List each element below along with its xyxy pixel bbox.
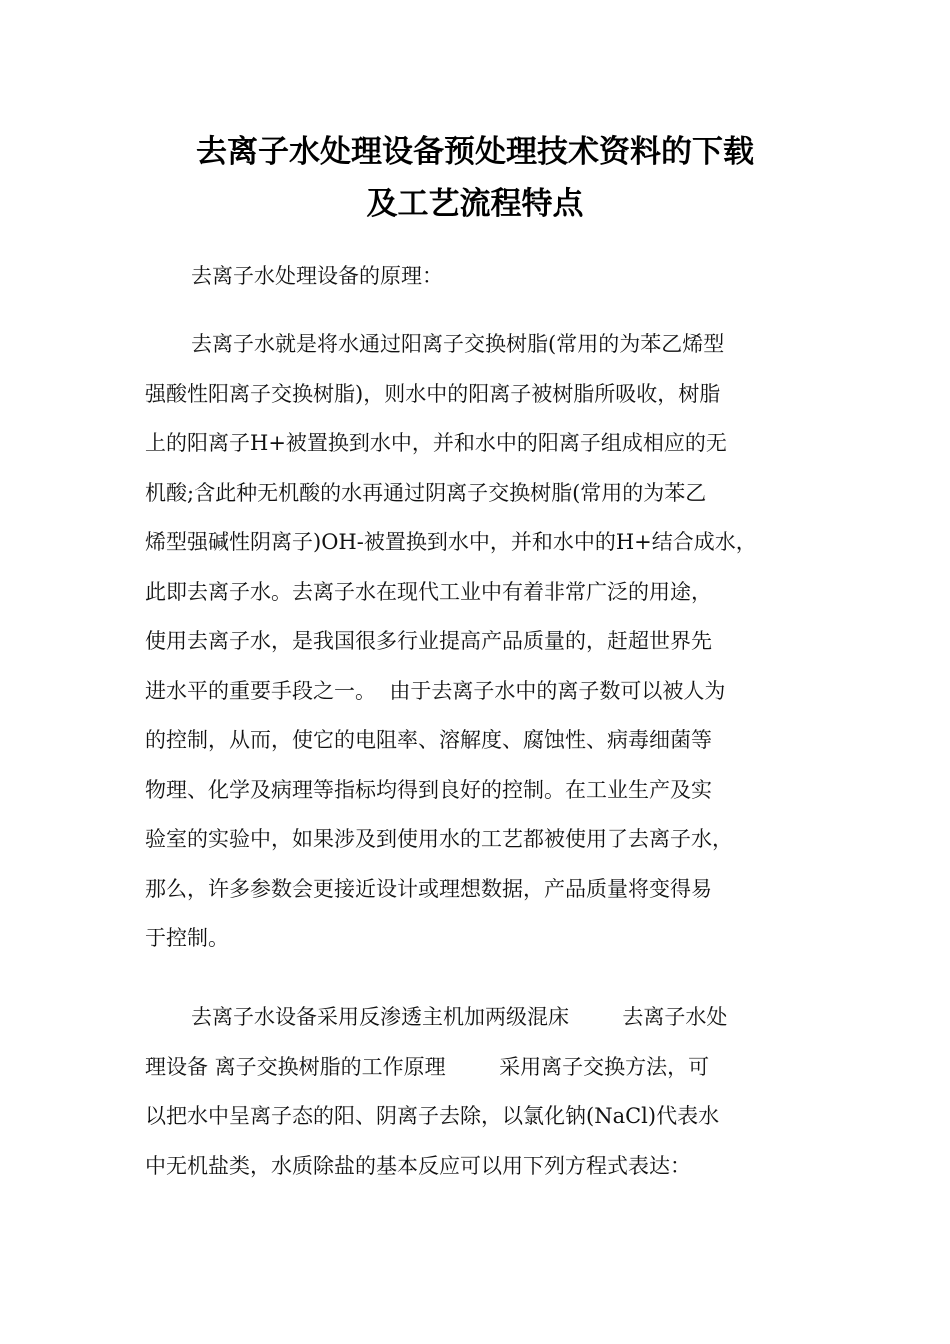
paragraph-line: 物理、化学及病理等指标均得到良好的控制。在工业生产及实: [145, 777, 712, 802]
paragraph-line: 于控制。: [145, 926, 229, 950]
paragraph-line: 的控制，从而，使它的电阻率、溶解度、腐蚀性、病毒细菌等: [145, 728, 712, 752]
paragraph-line: 以把水中呈离子态的阳、阴离子去除，以氯化钠(NaCl)代表水: [145, 1104, 720, 1128]
title-line-2: 及工艺流程特点: [366, 186, 584, 222]
section-heading-text: 去离子水处理设备的原理：: [191, 264, 443, 288]
paragraph-line: 使用去离子水，是我国很多行业提高产品质量的，赶超世界先: [145, 629, 712, 653]
paragraph-equipment: [145, 993, 810, 1191]
paragraph-line: 进水平的重要手段之一。 由于去离子水中的离子数可以被人为: [145, 678, 726, 703]
paragraph-line: 中无机盐类，水质除盐的基本反应可以用下列方程式表达：: [145, 1153, 691, 1178]
section-heading: [145, 252, 810, 302]
paragraph-line: 强酸性阳离子交换树脂)，则水中的阳离子被树脂所吸收，树脂: [145, 381, 721, 406]
paragraph-line: 那么，许多参数会更接近设计或理想数据，产品质量将变得易: [145, 876, 712, 901]
paragraph-principle: [145, 320, 810, 964]
paragraph-line: 此即去离子水。去离子水在现代工业中有着非常广泛的用途，: [145, 579, 712, 604]
paragraph-line: 验室的实验中，如果涉及到使用水的工艺都被使用了去离子水，: [145, 827, 733, 851]
document-title: [120, 126, 830, 230]
paragraph-line: 去离子水就是将水通过阳离子交换树脂(常用的为苯乙烯型: [191, 332, 725, 356]
paragraph-line: 去离子水设备采用反渗透主机加两级混床 去离子水处: [191, 1005, 728, 1029]
paragraph-line: 机酸;含此种无机酸的水再通过阴离子交换树脂(常用的为苯乙: [145, 480, 707, 505]
paragraph-line: 理设备 离子交换树脂的工作原理 采用离子交换方法，可: [145, 1054, 710, 1079]
paragraph-line: 烯型强碱性阴离子)OH-被置换到水中，并和水中的H+结合成水，: [145, 530, 757, 554]
paragraph-line: 上的阳离子H+被置换到水中，并和水中的阳离子组成相应的无: [145, 431, 727, 455]
title-line-1: 去离子水处理设备预处理技术资料的下载: [196, 134, 754, 170]
